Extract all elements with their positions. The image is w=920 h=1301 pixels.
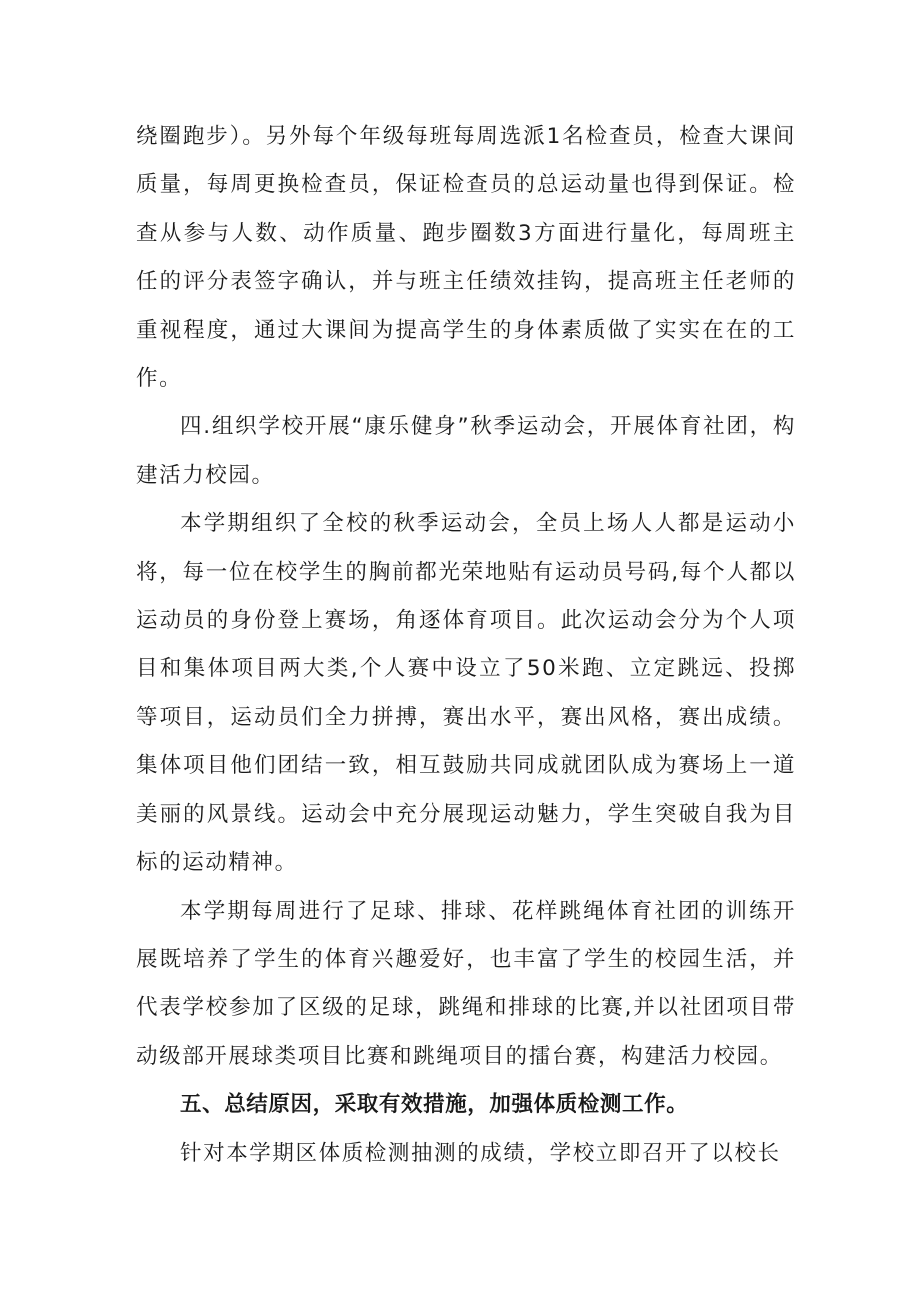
paragraph-summary: 针对本学期区体质检测抽测的成绩，学校立即召开了以校长	[180, 1140, 781, 1166]
section-heading-five: 五、总结原因，采取有效措施，加强体质检测工作。	[180, 1092, 689, 1118]
paragraph-sports-meet: 本学期组织了全校的秋季运动会，全员上场人人都是运动小将，每一位在校学生的胸前都光荣地贴有运动员号码,每个人都以运动员的身份登上赛场，角逐体育项目。此次运动会分为个人项目和集体项目两大类,个人赛中设立了50米跑、立定跳远、投掷等项目，运动员们全力拼搏，赛出水平，赛出风格，赛出成绩。集体项目他们团结一致，相互鼓励共同成就团队成为赛场上一道美丽的风景线。运动会中充分展现运动魅力，学生突破自我为目标的运动精神。	[136, 511, 796, 876]
paragraph-sports-clubs: 本学期每周进行了足球、排球、花样跳绳体育社团的训练开展既培养了学生的体育兴趣爱好，也丰富了学生的校园生活，并代表学校参加了区级的足球，跳绳和排球的比赛,并以社团项目带动级部开展球类项目比赛和跳绳项目的擂台赛，构建活力校园。	[136, 898, 796, 1069]
section-heading-four: 四.组织学校开展“康乐健身”秋季运动会，开展体育社团，构建活力校园。	[136, 414, 796, 488]
paragraph-continuation: 绕圈跑步）。另外每个年级每班每周选派1名检查员，检查大课间质量，每周更换检查员，保证检查员的总运动量也得到保证。检查从参与人数、动作质量、跑步圈数3方面进行量化，每周班主任的评分表签字确认，并与班主任绩效挂钩，提高班主任老师的重视程度，通过大课间为提高学生的身体素质做了实实在在的工作。	[136, 124, 796, 392]
document-body	[136, 113, 796, 1178]
